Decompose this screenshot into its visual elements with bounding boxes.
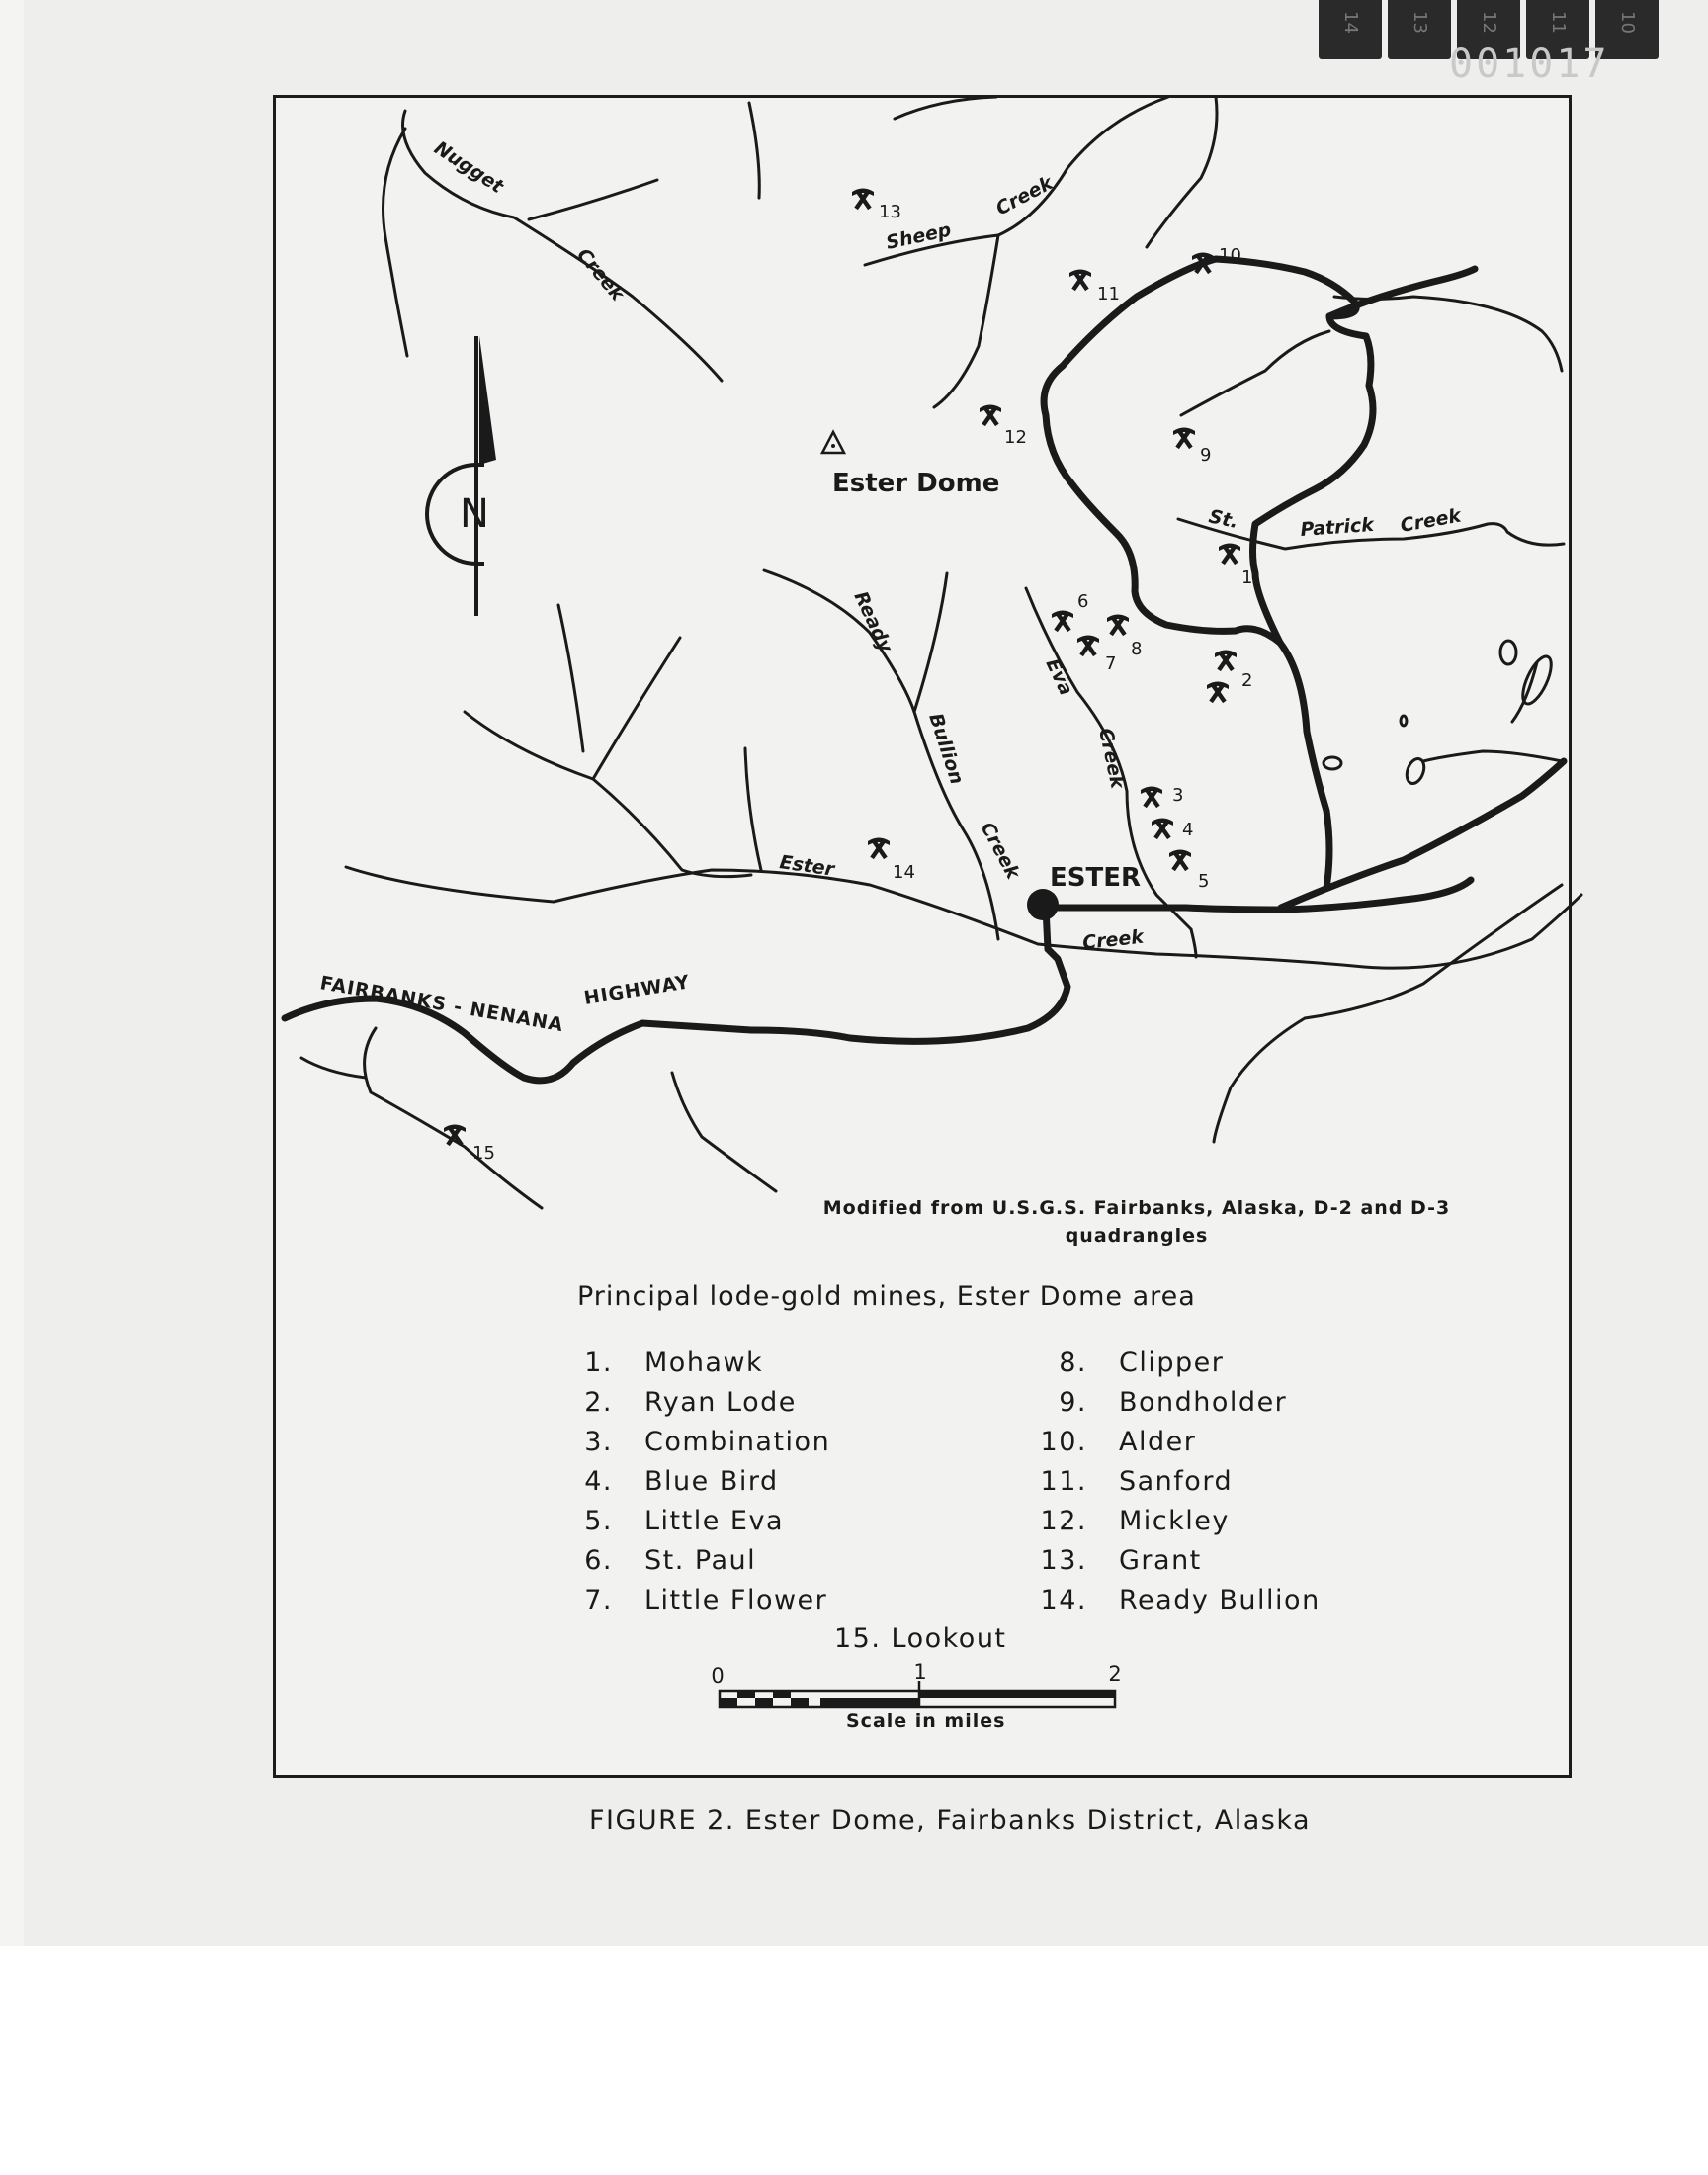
upper-ridge-line [895, 97, 996, 119]
upper-creek-line [749, 103, 759, 198]
mine-number: 8 [1131, 639, 1143, 659]
mine-pick-icon [1152, 819, 1173, 840]
north-label: N [460, 491, 489, 537]
ester-creek-label: Creek [1081, 925, 1145, 954]
legend-item: 1. Mohawk [584, 1347, 764, 1378]
west-tributary-a [558, 605, 583, 751]
mine-pick-icon [1215, 651, 1237, 672]
mine-number: 10 [1219, 245, 1241, 266]
mine-number: 13 [879, 202, 901, 222]
scale-tick: 1 [913, 1660, 927, 1684]
legend-item-lookout: 15. Lookout [834, 1623, 1007, 1654]
mine-number: 6 [1077, 591, 1089, 612]
nugget-creek-label: Nugget [430, 136, 508, 199]
sw-creek-line-b [365, 1028, 542, 1208]
legend-column-left [544, 1343, 830, 1619]
mine-number: 2 [1241, 670, 1253, 691]
mine-number: 15 [472, 1143, 495, 1164]
ready-bullion-creek-label: Ready [849, 587, 897, 656]
nugget-creek-label: Creek [572, 244, 629, 305]
ester-town-label: ESTER [1050, 863, 1142, 893]
index-tab: 10 [1595, 0, 1659, 59]
mine-number: 4 [1182, 820, 1194, 840]
ester-creek-label: Ester [778, 851, 836, 881]
mine-number: 1 [1241, 567, 1253, 588]
mine-pick-icon [868, 838, 890, 860]
mine-number: 11 [1097, 284, 1120, 304]
ester-creek-line [346, 867, 1581, 968]
mine-number: 9 [1200, 445, 1212, 466]
mine-pick-icon [980, 405, 1001, 427]
mine-pick-icon [1069, 270, 1091, 292]
ridge-creek-line [1181, 331, 1329, 415]
legend-item: 11. Sanford [1040, 1465, 1234, 1497]
legend-item: 3. Combination [584, 1426, 831, 1457]
eva-creek-label: Creek [1094, 726, 1129, 791]
legend-item: 2. Ryan Lode [584, 1386, 797, 1418]
nugget-west-line [384, 129, 408, 356]
scale-caption: Scale in miles [846, 1710, 1006, 1732]
st-patrick-creek-label: Creek [1399, 504, 1463, 537]
s-creek-line [672, 1073, 776, 1191]
ready-bullion-creek-label: Bullion [924, 710, 969, 788]
west-tributary-c [465, 712, 751, 877]
legend-item: 10. Alder [1040, 1426, 1197, 1457]
legend-column-right [1018, 1343, 1321, 1619]
mine-pick-icon [1169, 850, 1191, 872]
mine-pick-icon [1141, 787, 1162, 809]
mine-number: 7 [1105, 653, 1117, 674]
lake [1401, 716, 1407, 726]
eva-creek-label: Eva [1041, 654, 1077, 699]
mine-pick-icon [1173, 428, 1195, 450]
lake [1404, 756, 1427, 786]
north-arrow [427, 336, 496, 616]
index-tab: 11 [1526, 0, 1589, 59]
mine-pick-icon [1052, 611, 1073, 633]
highway-label: FAIRBANKS - NENANA [318, 972, 566, 1037]
legend-item: 14. Ready Bullion [1040, 1584, 1321, 1615]
highway-label: HIGHWAY [582, 971, 692, 1009]
lakes [1324, 641, 1557, 786]
index-tab: 12 [1457, 0, 1520, 59]
ester-dome-summit-marker [822, 432, 844, 453]
mine-number: 14 [893, 862, 915, 883]
source-note [781, 1194, 1493, 1250]
figure-caption: FIGURE 2. Ester Dome, Fairbanks District, Alaska [589, 1805, 1312, 1836]
mine-pick-icon [852, 189, 874, 211]
mine-pick-icon [1207, 682, 1229, 704]
mine-pick-icon [1077, 636, 1099, 657]
page-stamp: 001017 [1449, 42, 1610, 87]
mine-number: 5 [1198, 871, 1210, 892]
ready-bullion-creek-label: Creek [976, 819, 1024, 883]
fairbanks-nenana-highway [285, 949, 1068, 1081]
st-patrick-creek-label: St. [1206, 505, 1240, 534]
mine-number: 12 [1004, 427, 1027, 448]
mine-pick-icon [1107, 615, 1129, 637]
scale-tick: 0 [711, 1664, 725, 1688]
ester-town-marker [1027, 889, 1059, 920]
index-tab: 13 [1388, 0, 1451, 59]
legend-item: 9. Bondholder [1059, 1386, 1288, 1418]
lake [1500, 641, 1516, 664]
mine-symbols [444, 189, 1240, 1147]
source-line: quadrangles [1065, 1225, 1209, 1247]
st-patrick-creek-label: Patrick [1299, 513, 1375, 541]
east-lake-line-b [1512, 662, 1537, 722]
sheep-fork-line [934, 235, 998, 407]
index-tab: 14 [1319, 0, 1382, 59]
source-line: Modified from U.S.G.S. Fairbanks, Alaska, D-2 and D-3 [822, 1197, 1451, 1219]
sheep-creek-label: Creek [992, 172, 1057, 220]
legend-item: 13. Grant [1040, 1544, 1202, 1576]
scale-tick: 2 [1108, 1662, 1122, 1686]
lake [1324, 757, 1341, 769]
mine-number-labels [472, 202, 1252, 1164]
lake [1517, 652, 1557, 708]
sheep-creek-label: Sheep [884, 218, 954, 254]
west-tributary-d [745, 748, 761, 870]
scale-bar [711, 1660, 1121, 1707]
mine-number: 3 [1172, 785, 1184, 806]
mine-pick-icon [1219, 544, 1240, 566]
ester-dome-label: Ester Dome [832, 469, 1000, 498]
legend-item: 7. Little Flower [584, 1584, 828, 1615]
ester-dome-loop-road [1044, 259, 1356, 888]
legend-item: 12. Mickley [1040, 1505, 1230, 1536]
ester-junction-line [1191, 929, 1196, 957]
nugget-tributary-line [529, 180, 657, 219]
legend-item: 4. Blue Bird [584, 1465, 779, 1497]
west-tributary-b [593, 638, 680, 779]
legend-item: 8. Clipper [1059, 1347, 1225, 1378]
northeast-road [1329, 269, 1475, 316]
southeast-creek-line [1214, 885, 1562, 1142]
legend-item: 5. Little Eva [584, 1505, 784, 1536]
east-lake-line [1423, 751, 1562, 761]
northeast-creek-line [1147, 97, 1217, 247]
sw-creek-line-a [301, 1058, 366, 1078]
legend-item: 6. St. Paul [584, 1544, 757, 1576]
legend-title: Principal lode-gold mines, Ester Dome area [577, 1281, 1196, 1312]
